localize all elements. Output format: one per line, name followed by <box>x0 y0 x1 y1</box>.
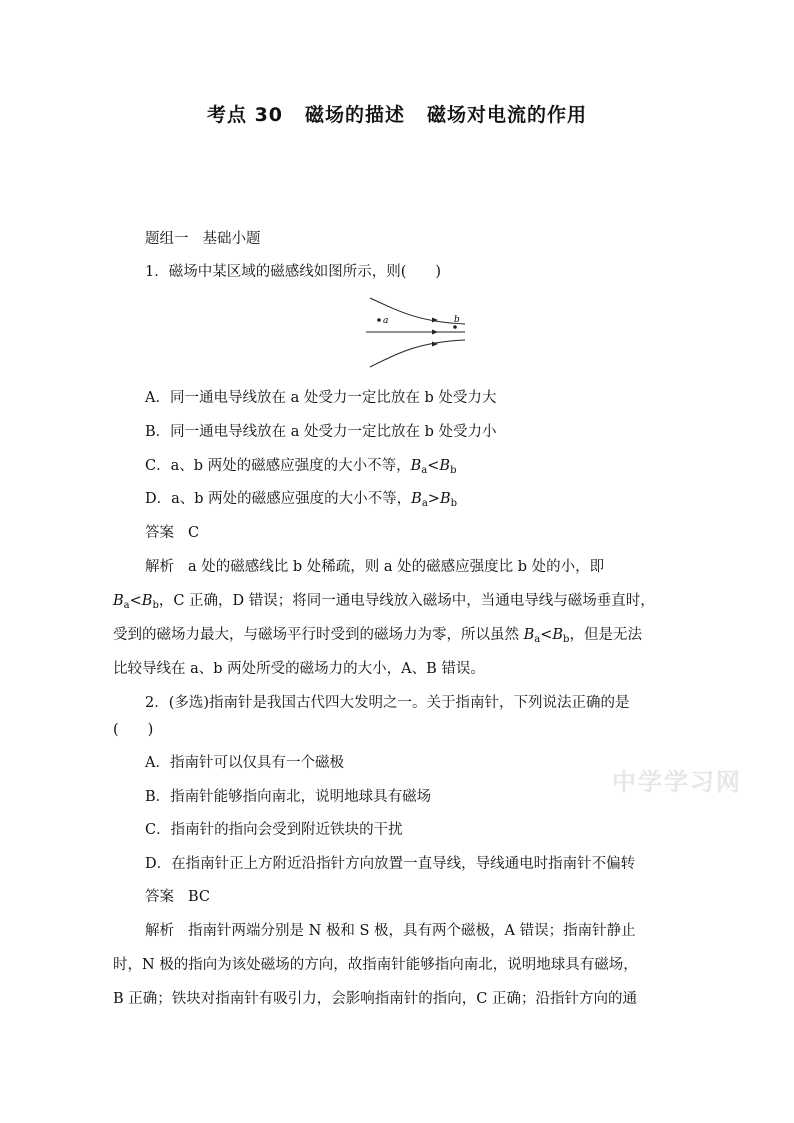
q1-option-a: A．同一通电导线放在 a 处受力一定比放在 b 处受力大 <box>145 390 497 406</box>
q2-stem-line-1: 2．(多选)指南针是我国古代四大发明之一。关于指南针，下列说法正确的是 <box>145 695 630 711</box>
q1-option-d: D．a、b 两处的磁感应强度的大小不等，$B_a>B_b$ <box>145 491 458 509</box>
answer-label: 答案 <box>145 889 174 905</box>
q2-analysis-line-1: 解析 指南针两端分别是 N 极和 S 极，具有两个磁极，A 错误；指南针静止 <box>145 923 636 939</box>
q2-option-d: D．在指南针正上方附近沿指针方向放置一直导线，导线通电时指南针不偏转 <box>145 856 636 872</box>
title-topic-2: 磁场对电流的作用 <box>427 104 588 126</box>
field-line-bottom <box>370 340 465 367</box>
answer-value: BC <box>188 889 211 905</box>
q1-option-c: C．a、b 两处的磁感应强度的大小不等，$B_a<B_b$ <box>145 458 457 476</box>
answer-value: C <box>188 525 200 541</box>
q2-stem-line-2: ( ) <box>113 722 154 738</box>
q1-stem: 1．磁场中某区域的磁感线如图所示，则( ) <box>145 264 442 280</box>
q2-analysis-line-3: B 正确；铁块对指南针有吸引力，会影响指南针的指向，C 正确；沿指针方向的通 <box>113 991 637 1007</box>
watermark: 中学学习网 <box>612 768 742 796</box>
field-arrow-middle <box>432 330 438 335</box>
q1-analysis-line-2: $B_a<B_b$，C 正确，D 错误；将同一通电导线放入磁场中，当通电导线与磁场垂直时， <box>113 593 655 611</box>
q2-answer <box>145 887 713 907</box>
q2-option-c: C．指南针的指向会受到附近铁块的干扰 <box>145 822 403 838</box>
q2-analysis-line-2: 时，N 极的指向为该处磁场的方向，故指南针能够指向南北，说明地球具有磁场， <box>113 957 638 973</box>
title-topic-number: 考点 30 <box>206 104 284 126</box>
q1-analysis-line-3: 受到的磁场力最大，与磁场平行时受到的磁场力为零，所以虽然 $B_a<B_b$，但是无法 <box>113 627 642 645</box>
title-topic-1: 磁场的描述 <box>305 104 406 126</box>
group-heading: 题组一 基础小题 <box>145 231 261 247</box>
q2-option-a: A．指南针可以仅具有一个磁极 <box>145 755 344 771</box>
q1-analysis-line-1: 解析 a 处的磁感线比 b 处稀疏，则 a 处的磁感应强度比 b 处的小，即 <box>145 559 605 575</box>
q1-option-b: B．同一通电导线放在 a 处受力一定比放在 b 处受力小 <box>145 424 497 440</box>
point-a-label: a <box>383 316 389 326</box>
magnetic-field-lines-figure <box>360 292 470 372</box>
point-b-label: b <box>454 315 460 325</box>
q1-analysis-line-4: 比较导线在 a、b 两处所受的磁场力的大小，A、B 错误。 <box>113 661 485 677</box>
page-title <box>0 100 794 127</box>
q1-answer <box>145 523 713 543</box>
point-b-dot <box>453 325 457 329</box>
q2-option-b: B．指南针能够指向南北，说明地球具有磁场 <box>145 789 432 805</box>
analysis-label: 解析 <box>145 559 174 575</box>
analysis-label: 解析 <box>145 923 174 939</box>
point-a-dot <box>377 318 381 322</box>
answer-label: 答案 <box>145 525 174 541</box>
